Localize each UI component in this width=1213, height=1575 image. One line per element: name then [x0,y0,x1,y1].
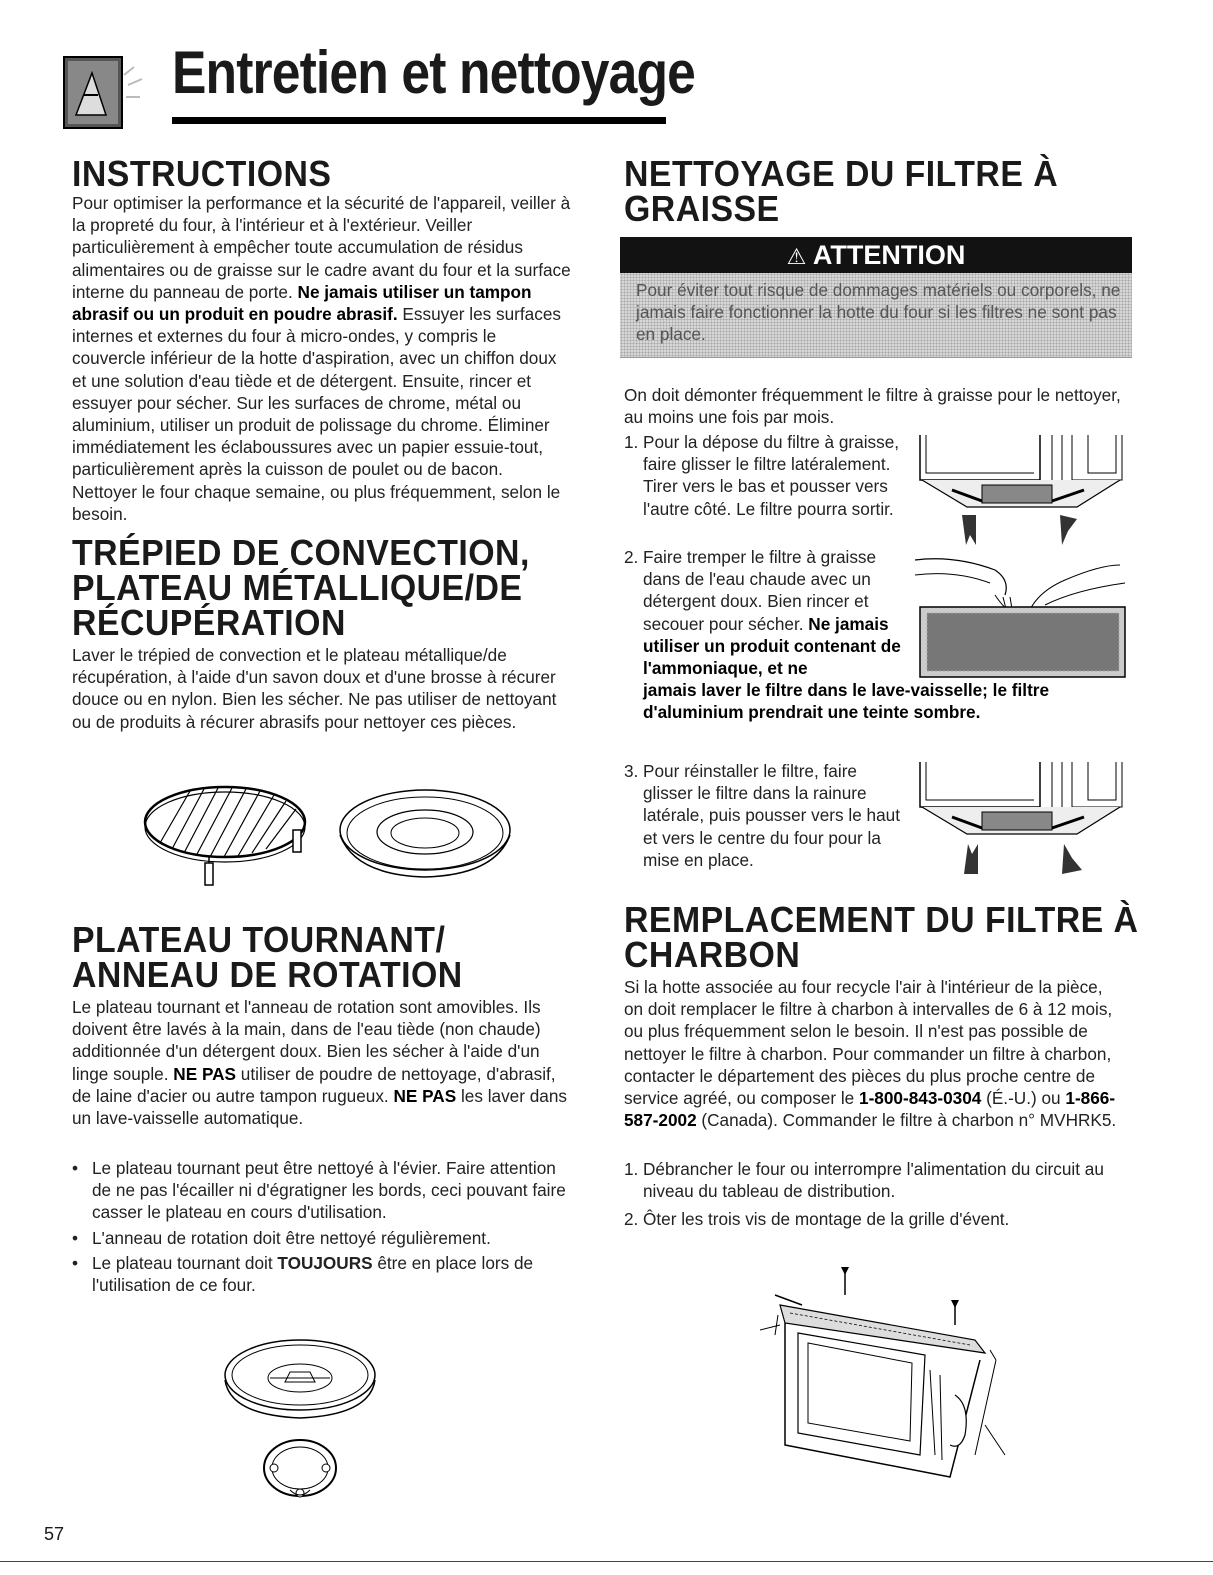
plateau-heading-line2: ANNEAU DE ROTATION [72,954,463,995]
attention-label: ATTENTION [812,240,966,270]
filtre-graisse-heading-line2: GRAISSE [624,188,780,229]
bullet-icon: • [72,1158,79,1178]
turntable-and-ring-illustration [220,1330,380,1505]
turntable-icon [225,1340,375,1418]
trepied-heading-line3: RÉCUPÉRATION [72,602,346,643]
phone-canada: 1-866-587-2002 [624,1088,1116,1131]
instructions-text: Pour optimiser la performance et la sécurité de l'appareil, veiller à la propreté du four, à l'intérieur et à l'extérieur. Veiller particulièrement à empêcher toute accumulation de résidus alimentaires ou de graisse sur le cadre avant du four et la surface interne du panneau de porte. Ne jamais utiliser un tampon abrasif ou un produit en poudre abrasif. Essuyer les surfaces internes et externes du four à micro-ondes, y compris le couvercle inférieur de la hotte d'aspiration, avec un chiffon doux et une solution d'eau tiède et de détergent. Ensuite, rincer et essuyer pour sécher. Sur les surfaces de chrome, métal ou aluminium, utiliser un produit de polissage du chrome. Éliminer immédiatement les éclaboussures avec un papier essuie-tout, particulièrement après la cuisson de poulet ou de bacon. Nettoyer le four chaque semaine, ou plus fréquemment, selon le besoin. [72,193,571,524]
trepied-heading-line2: PLATEAU MÉTALLIQUE/DE [72,567,523,608]
filtre-charbon-step-1: 1. Débrancher le four ou interrompre l'alimentation du circuit au niveau du tableau de distribution. [624,1159,1104,1202]
filtre-charbon-step-2: 2. Ôter les trois vis de montage de la grille d'évent. [624,1209,1010,1229]
plateau-heading-line1: PLATEAU TOURNANT/ [72,919,446,960]
convection-rack-and-tray-illustration [130,775,520,900]
trepied-text: Laver le trépied de convection et le plateau métallique/de récupération, à l'aide d'un savon doux et d'une brosse à récurer douce ou en nylon. Bien les sécher. Ne pas utiliser de nettoyant ou de produits à récurer abrasifs pour nettoyer ces pièces. [72,645,557,732]
page-number: 57 [44,1524,65,1544]
attention-banner [620,237,1132,273]
vent-grille-screws-illustration [760,1265,1010,1500]
plateau-text: Le plateau tournant et l'anneau de rotation sont amovibles. Ils doivent être lavés à la main, dans de l'eau tiède (non chaude) additionnée d'un détergent doux. Bien les sécher à l'aide d'un linge souple. NE PAS utiliser de poudre de nettoyage, d'abrasif, de laine d'acier ou autre tampon rugueux. NE PAS les laver dans un lave-vaisselle automatique. [72,997,568,1129]
page-title: Entretien et nettoyage [172,39,695,106]
filter-soaking-illustration [915,555,1130,685]
filtre-graisse-step-2: 2. Faire tremper le filtre à graisse dans de l'eau chaude avec un détergent doux. Bien rincer et secouer pour sécher. Ne jamais utiliser un produit contenant de l'ammoniaque, et ne jamais laver le filtre dans le lave-vaisselle; le filtre d'aluminium prendrait une teinte sombre. [624,547,1050,723]
title-underline [172,117,666,124]
list-item: • L'anneau de rotation doit être nettoyé régulièrement. [72,1227,491,1248]
instructions-heading: INSTRUCTIONS [72,153,332,194]
metal-tray-icon [340,790,510,877]
filter-reinstall-illustration [912,762,1132,887]
filtre-graisse-step-1: 1. Pour la dépose du filtre à graisse, faire glisser le filtre latéralement. Tirer vers le bas et pousser vers l'autre côté. Le filtre pourra sortir. [624,432,900,519]
rotation-ring-icon [264,1440,336,1497]
attention-text: Pour éviter tout risque de dommages matériels ou corporels, ne jamais faire fonctionner la hotte du four si les filtres ne sont pas en place. [636,280,1121,344]
filtre-charbon-text: Si la hotte associée au four recycle l'air à l'intérieur de la pièce, on doit remplacer le filtre à charbon à intervalles de 6 à 12 mois, ou plus fréquemment selon le besoin. Il n'est pas possible de nettoyer le filtre à charbon. Pour commander un filtre à charbon, contacter le département des pièces du plus proche centre de service agréé, ou composer le 1-800-843-0304 (É.-U.) ou 1-866-587-2002 (Canada). Commander le filtre à charbon n° MVHRK5. [624,977,1117,1131]
filtre-graisse-step-3: 3. Pour réinstaller le filtre, faire glisser le filtre dans la rainure latérale, puis pousser vers le haut et vers le centre du four pour la mise en place. [624,761,900,870]
warning-triangle-icon: ⚠ [786,244,807,269]
bullet-icon: • [72,1252,79,1273]
section-logo-icon [62,55,150,130]
phone-us: 1-800-843-0304 [859,1088,982,1109]
filtre-charbon-heading-line1: REMPLACEMENT DU FILTRE À [624,899,1139,940]
convection-rack-icon [145,787,305,885]
page-bottom-rule [0,1561,1213,1562]
filter-removal-illustration [912,435,1132,555]
filtre-charbon-heading-line2: CHARBON [624,934,801,975]
bullet-icon: • [72,1227,79,1248]
trepied-heading-line1: TRÉPIED DE CONVECTION, [72,532,530,573]
list-item: • Le plateau tournant peut être nettoyé à l'évier. Faire attention de ne pas l'écailler ni d'égratigner les bords, ceci pouvant faire casser le plateau en cours d'utilisation. [72,1158,566,1223]
filtre-graisse-intro: On doit démonter fréquemment le filtre à graisse pour le nettoyer, au moins une fois par mois. [624,385,1121,428]
plateau-bullet-list [72,1157,572,1299]
filtre-graisse-heading-line1: NETTOYAGE DU FILTRE À [624,153,1059,194]
list-item: • Le plateau tournant doit TOUJOURS être en place lors de l'utilisation de ce four. [72,1252,534,1296]
